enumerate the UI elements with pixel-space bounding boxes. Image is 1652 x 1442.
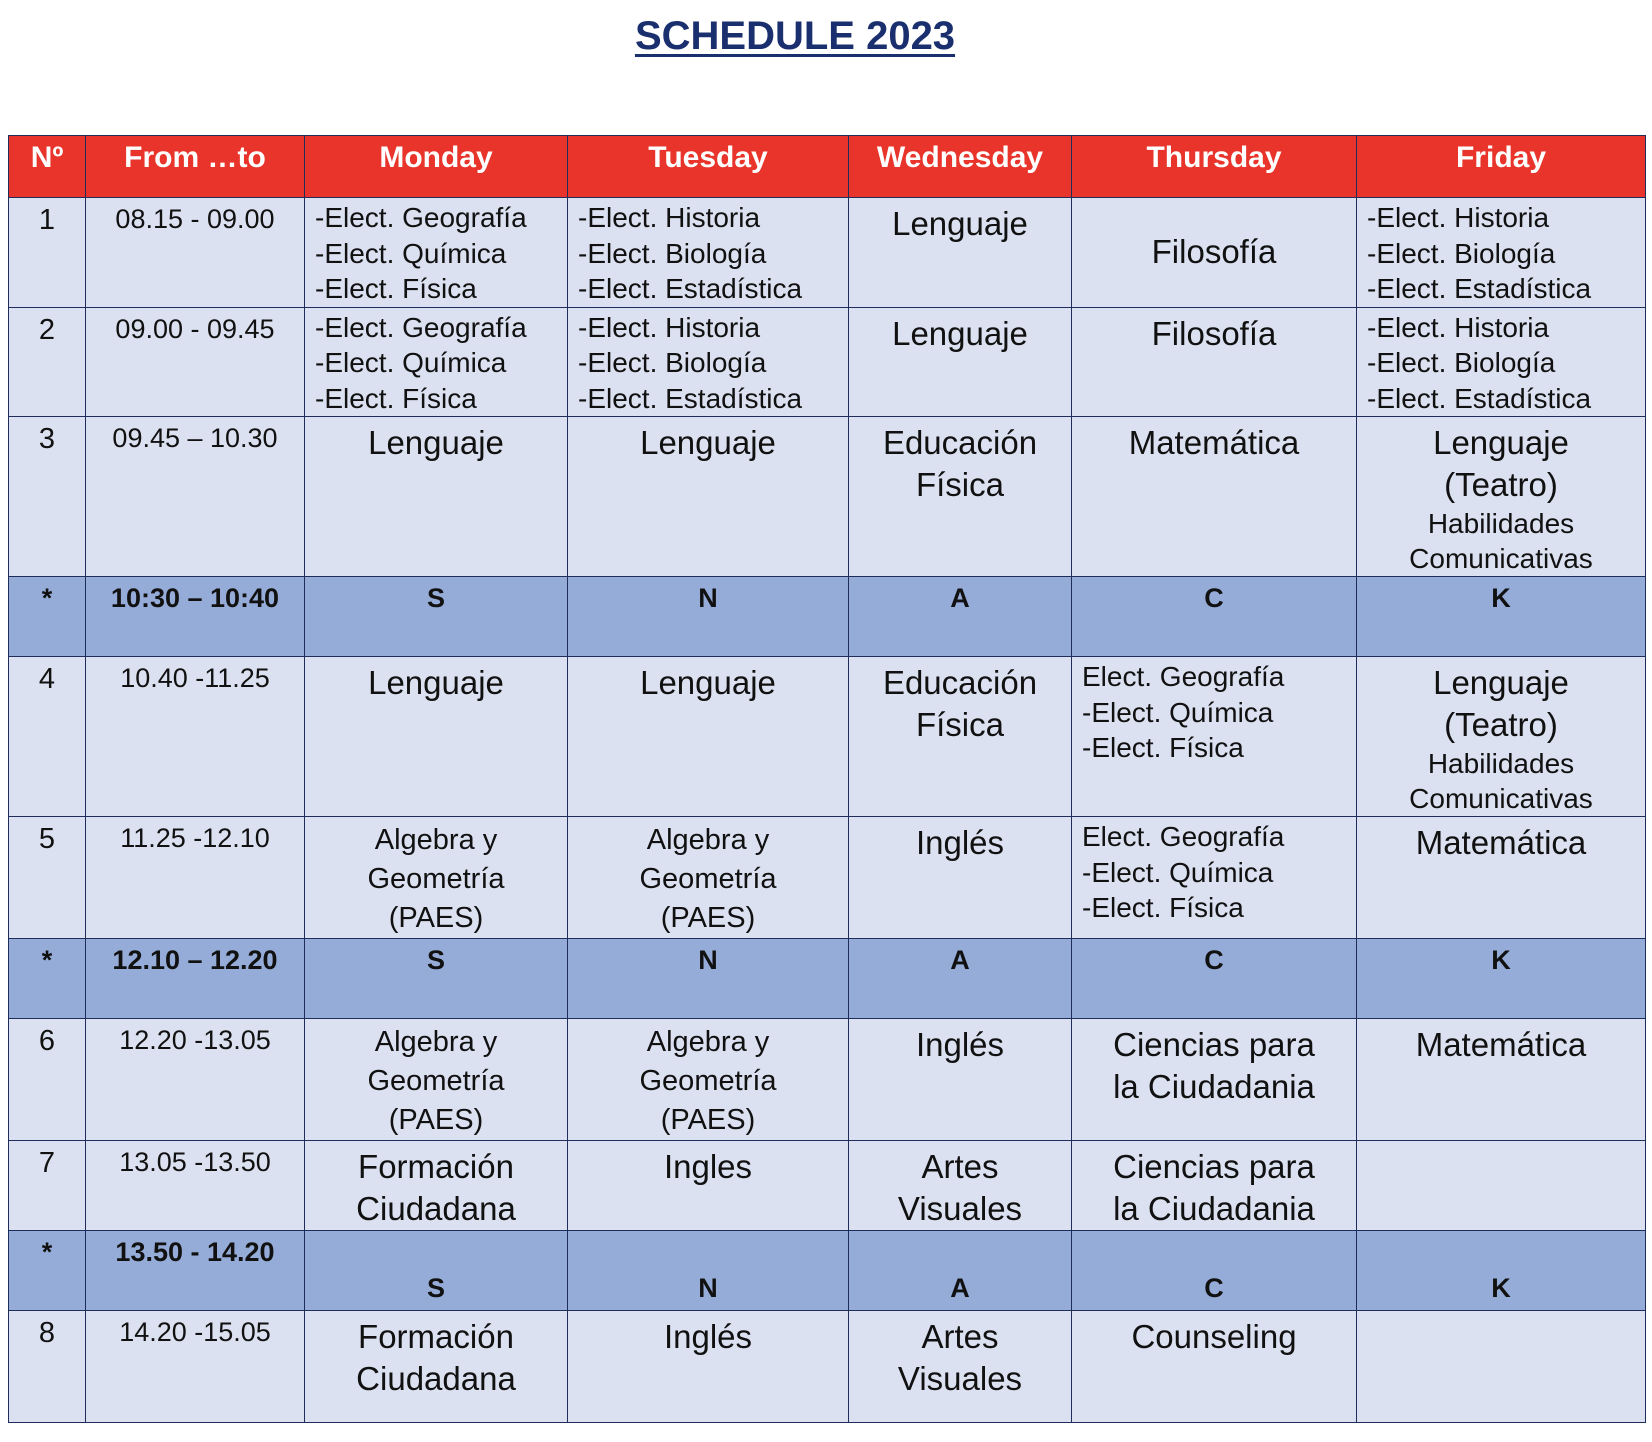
subject-line: -Elect. Física	[1082, 892, 1244, 923]
thursday-cell	[1072, 1019, 1357, 1141]
break-time: 10:30 – 10:40	[86, 577, 305, 657]
monday-cell	[305, 1019, 568, 1141]
period-time: 11.25 -12.10	[86, 817, 305, 939]
period-time: 09.00 - 09.45	[86, 307, 305, 417]
tuesday-cell: Lenguaje	[568, 417, 849, 577]
break-marker: *	[9, 939, 86, 1019]
monday-cell	[305, 307, 568, 417]
period-number: 1	[9, 198, 86, 308]
table-row	[9, 657, 1646, 817]
subject-line: Artes	[921, 1318, 999, 1355]
subject-line: (PAES)	[660, 902, 756, 934]
wednesday-cell	[849, 1311, 1072, 1423]
thursday-cell: Filosofía	[1072, 307, 1357, 417]
wednesday-cell	[849, 657, 1072, 817]
subject-line: Algebra y	[646, 824, 770, 856]
period-time: 14.20 -15.05	[86, 1311, 305, 1423]
monday-cell	[305, 1141, 568, 1231]
subject-line: Geometría	[367, 1065, 505, 1097]
period-number: 8	[9, 1311, 86, 1423]
subject-line: Formación	[358, 1318, 514, 1355]
table-row	[9, 198, 1646, 308]
subject-line: -Elect. Geografía	[315, 202, 527, 233]
subject-line: Visuales	[897, 1360, 1023, 1397]
period-time: 08.15 - 09.00	[86, 198, 305, 308]
subject-line: Visuales	[897, 1190, 1023, 1227]
subject-line: (PAES)	[388, 902, 484, 934]
period-time: 12.20 -13.05	[86, 1019, 305, 1141]
thursday-cell	[1072, 657, 1357, 817]
subject-line: -Elect. Biología	[578, 237, 767, 269]
subject-line: Geometría	[367, 863, 505, 895]
subject-line: Algebra y	[646, 1026, 770, 1058]
header-monday: Monday	[305, 136, 568, 198]
tuesday-cell: Ingles	[568, 1141, 849, 1231]
break-letter: K	[1357, 939, 1646, 1019]
page-title: SCHEDULE 2023	[634, 14, 956, 58]
wednesday-cell	[849, 417, 1072, 577]
break-letter: C	[1072, 939, 1357, 1019]
subject-line: la Ciudadania	[1113, 1068, 1315, 1105]
subject-line: Lenguaje	[1433, 664, 1569, 701]
subject-line: Geometría	[639, 863, 777, 895]
table-row	[9, 817, 1646, 939]
monday-cell: Lenguaje	[305, 657, 568, 817]
subject-line: Lenguaje	[1433, 424, 1569, 461]
monday-cell	[305, 817, 568, 939]
period-number: 4	[9, 657, 86, 817]
thursday-cell	[1072, 1141, 1357, 1231]
subject-line: -Elect. Biología	[1367, 347, 1556, 378]
thursday-cell: Filosofía	[1072, 198, 1357, 308]
break-letter: N	[568, 577, 849, 657]
subject-line: Educación	[882, 664, 1038, 701]
wednesday-cell	[849, 1141, 1072, 1231]
period-number: 5	[9, 817, 86, 939]
friday-cell: Matemática	[1357, 1019, 1646, 1141]
subject-line: Artes	[921, 1148, 999, 1185]
subject-line: Ciencias para	[1113, 1026, 1315, 1063]
break-row	[9, 939, 1646, 1019]
break-letter: N	[568, 1231, 849, 1311]
subject-line: Algebra y	[374, 824, 498, 856]
subject-line: -Elect. Geografía	[315, 311, 527, 343]
friday-cell	[1357, 198, 1646, 308]
subject-line: Formación	[358, 1148, 514, 1185]
subject-line: Algebra y	[374, 1026, 498, 1058]
friday-cell	[1357, 657, 1646, 817]
break-letter: S	[305, 577, 568, 657]
subject-line: -Elect. Física	[1082, 732, 1244, 763]
wednesday-cell: Inglés	[849, 1019, 1072, 1141]
subject-line: Física	[915, 706, 1004, 743]
subject-line: -Elect. Física	[315, 382, 477, 414]
monday-cell	[305, 198, 568, 308]
break-row	[9, 577, 1646, 657]
break-letter: S	[305, 939, 568, 1019]
subject-line: Física	[915, 466, 1004, 503]
subject-line: Elect. Geografía	[1082, 821, 1285, 852]
friday-cell	[1357, 307, 1646, 417]
table-row	[9, 1311, 1646, 1423]
subject-line: la Ciudadania	[1113, 1190, 1315, 1227]
subject-line: -Elect. Historia	[578, 202, 761, 233]
tuesday-cell: Inglés	[568, 1311, 849, 1423]
subject-line: -Elect. Estadística	[1367, 382, 1592, 414]
subject-line: -Elect. Estadística	[578, 382, 803, 414]
break-letter: A	[849, 577, 1072, 657]
subject-note: Habilidades	[1427, 508, 1575, 539]
break-letter: A	[849, 939, 1072, 1019]
subject-line: -Elect. Historia	[1367, 311, 1550, 343]
subject-line: Elect. Geografía	[1082, 661, 1285, 692]
subject-note: Comunicativas	[1409, 783, 1593, 814]
period-number: 7	[9, 1141, 86, 1231]
table-row	[9, 1141, 1646, 1231]
break-letter: C	[1072, 577, 1357, 657]
period-number: 2	[9, 307, 86, 417]
break-letter: S	[305, 1231, 568, 1311]
subject-line: Ciudadana	[356, 1360, 516, 1397]
break-letter: K	[1357, 577, 1646, 657]
period-time: 09.45 – 10.30	[86, 417, 305, 577]
header-friday: Friday	[1357, 136, 1646, 198]
subject-line: (Teatro)	[1444, 706, 1558, 743]
subject-line: -Elect. Historia	[578, 311, 761, 343]
break-marker: *	[9, 1231, 86, 1311]
subject-line: Ciencias para	[1113, 1148, 1315, 1185]
subject-line: -Elect. Química	[1082, 856, 1274, 888]
wednesday-cell: Lenguaje	[849, 307, 1072, 417]
subject-line: (PAES)	[388, 1104, 484, 1136]
subject-note: Habilidades	[1427, 748, 1575, 779]
subject-note: Comunicativas	[1409, 543, 1593, 574]
subject-line: -Elect. Estadística	[1367, 273, 1592, 304]
subject-line: Educación	[882, 424, 1038, 461]
break-letter: N	[568, 939, 849, 1019]
wednesday-cell: Lenguaje	[849, 198, 1072, 308]
subject-line: (PAES)	[660, 1104, 756, 1136]
break-marker: *	[9, 577, 86, 657]
subject-line: -Elect. Física	[315, 273, 477, 304]
thursday-cell	[1072, 817, 1357, 939]
monday-cell	[305, 1311, 568, 1423]
tuesday-cell	[568, 817, 849, 939]
break-time: 12.10 – 12.20	[86, 939, 305, 1019]
period-time: 13.05 -13.50	[86, 1141, 305, 1231]
schedule-table	[8, 135, 1646, 1423]
header-thursday: Thursday	[1072, 136, 1357, 198]
subject-line: Geometría	[639, 1065, 777, 1097]
header-time: From …to	[86, 136, 305, 198]
subject-line: -Elect. Química	[315, 347, 507, 378]
subject-line: -Elect. Química	[315, 237, 507, 269]
period-number: 6	[9, 1019, 86, 1141]
subject-line: Ciudadana	[356, 1190, 516, 1227]
monday-cell: Lenguaje	[305, 417, 568, 577]
tuesday-cell	[568, 198, 849, 308]
break-row	[9, 1231, 1646, 1311]
friday-cell: Matemática	[1357, 817, 1646, 939]
subject-line: -Elect. Química	[1082, 696, 1274, 728]
subject-line: (Teatro)	[1444, 466, 1558, 503]
header-wednesday: Wednesday	[849, 136, 1072, 198]
tuesday-cell	[568, 307, 849, 417]
period-time: 10.40 -11.25	[86, 657, 305, 817]
table-row	[9, 1019, 1646, 1141]
wednesday-cell: Inglés	[849, 817, 1072, 939]
break-time: 13.50 - 14.20	[86, 1231, 305, 1311]
subject-line: -Elect. Biología	[1367, 237, 1556, 269]
friday-cell	[1357, 417, 1646, 577]
header-tuesday: Tuesday	[568, 136, 849, 198]
table-row	[9, 417, 1646, 577]
break-letter: C	[1072, 1231, 1357, 1311]
subject-line: -Elect. Historia	[1367, 202, 1550, 233]
table-row	[9, 307, 1646, 417]
header-number: Nº	[9, 136, 86, 198]
friday-cell	[1357, 1311, 1646, 1423]
thursday-cell: Matemática	[1072, 417, 1357, 577]
break-letter: K	[1357, 1231, 1646, 1311]
header-row	[9, 136, 1646, 198]
subject-line: -Elect. Estadística	[578, 273, 803, 304]
period-number: 3	[9, 417, 86, 577]
tuesday-cell	[568, 1019, 849, 1141]
tuesday-cell: Lenguaje	[568, 657, 849, 817]
break-letter: A	[849, 1231, 1072, 1311]
friday-cell	[1357, 1141, 1646, 1231]
subject-line: -Elect. Biología	[578, 347, 767, 378]
thursday-cell: Counseling	[1072, 1311, 1357, 1423]
